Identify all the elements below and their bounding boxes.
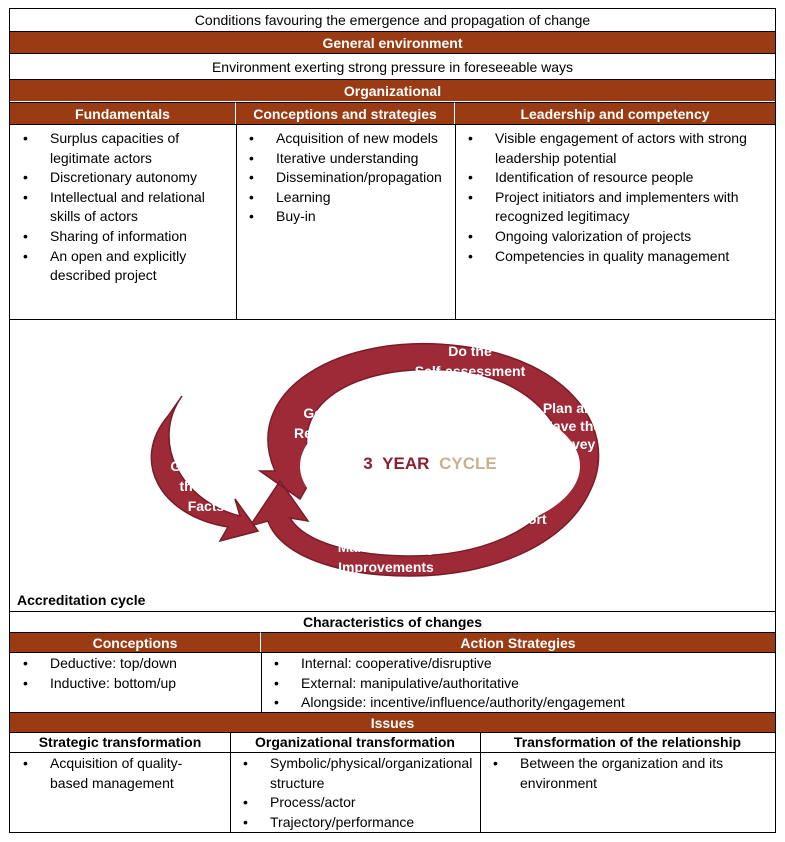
relationship-transformation-label: Transformation of the relationship: [513, 734, 742, 750]
list-item: • Identification of resource people: [495, 168, 767, 188]
fundamentals-list-cell: [10, 129, 220, 286]
list-item: • Iterative understanding: [276, 149, 451, 169]
environment-text: Environment exerting strong pressure in foreseeable ways: [211, 58, 574, 75]
conceptions-list: [236, 129, 451, 227]
general-environment-header: General environment: [322, 34, 463, 51]
list-item: • Internal: cooperative/disruptive: [301, 654, 771, 674]
conceptions-strategies-header-label: Conceptions and strategies: [253, 105, 437, 122]
strategies-items-cell: [261, 654, 771, 713]
relationship-items-cell: [480, 754, 755, 793]
cycle-year: YEAR: [382, 454, 430, 473]
stage-improve-2: Improvements: [338, 559, 434, 575]
conceptions-strategies-header: [236, 102, 455, 124]
strategies-items: [261, 654, 771, 713]
conceptions-list-cell: [236, 129, 451, 227]
environment-row: [10, 53, 775, 79]
list-item: • Dissemination/propagation: [276, 168, 451, 188]
list-item: • Inductive: bottom/up: [50, 674, 255, 694]
list-item: • Acquisition of quality-based management: [50, 754, 210, 793]
list-item: • Intellectual and relational skills of actors: [50, 188, 220, 227]
organizational-items-cell: [230, 754, 475, 832]
list-item: • Trajectory/performance: [270, 813, 475, 833]
cycle-number: 3: [363, 454, 373, 473]
three-year-cycle-label: [363, 454, 496, 473]
conditions-table: [9, 8, 776, 833]
list-item: • Alongside: incentive/influence/authority/engagement: [301, 693, 771, 713]
conditions-title-row: [10, 9, 775, 31]
strategic-transformation-header: [10, 732, 230, 752]
stage-self-assessment-2: Self-assessment: [414, 363, 526, 379]
fundamentals-list: [10, 129, 220, 286]
stage-plan-2: Have the: [542, 418, 602, 434]
characteristics-title: Characteristics of changes: [303, 614, 482, 630]
stage-plan-1: Plan and: [542, 400, 602, 416]
strategic-items-cell: [10, 754, 210, 793]
list-item: • Surplus capacities of legitimate actors: [50, 129, 220, 168]
fundamentals-header: [10, 102, 236, 124]
issues-title: Issues: [370, 714, 415, 731]
action-strategies-header: [261, 632, 775, 652]
stage-improve-1: Make Ongoing: [337, 539, 435, 555]
list-item: • Discretionary autonomy: [50, 168, 220, 188]
stage-ready-1: Get: [303, 405, 327, 421]
list-item: • Visible engagement of actors with strong leadership potential: [495, 129, 767, 168]
stage-facts-1: Get: [170, 458, 194, 474]
organizational-row: [10, 79, 775, 101]
conceptions-header: [10, 632, 261, 652]
list-item: • Competencies in quality management: [495, 247, 767, 267]
accreditation-cycle-caption: Accreditation cycle: [17, 592, 146, 608]
conditions-title: Conditions favouring the emergence and propagation of change: [194, 12, 591, 28]
relationship-transformation-header: [480, 732, 775, 752]
list-item: • Buy-in: [276, 207, 451, 227]
list-item: • Between the organization and its environment: [520, 754, 755, 793]
list-item: • An open and explicitly described project: [50, 247, 220, 286]
get-facts-arrow: [151, 396, 258, 541]
organizational-header: Organizational: [343, 82, 442, 99]
list-item: • Deductive: top/down: [50, 654, 255, 674]
list-item: • Sharing of information: [50, 227, 220, 247]
strategic-transformation-label: Strategic transformation: [38, 734, 202, 750]
organizational-transformation-label: Organizational transformation: [255, 734, 455, 750]
fundamentals-header-label: Fundamentals: [75, 105, 170, 122]
organizational-transformation-header: [230, 732, 480, 752]
stage-report-2: Report: [501, 511, 547, 527]
list-item: • External: manipulative/authoritative: [301, 674, 771, 694]
leadership-header-label: Leadership and competency: [520, 105, 710, 122]
list-item: • Ongoing valorization of projects: [495, 227, 767, 247]
stage-facts-2: the: [179, 478, 201, 494]
stage-plan-3: Survey: [548, 436, 596, 452]
leadership-list: [455, 129, 767, 266]
characteristics-title-row: [10, 611, 775, 632]
relationship-items: [480, 754, 755, 793]
conceptions-items-cell: [10, 654, 255, 693]
list-item: • Learning: [276, 188, 451, 208]
list-item: • Process/actor: [270, 793, 475, 813]
leadership-header: [455, 102, 775, 124]
stage-report-1: Use the: [498, 491, 550, 507]
strategic-items: [10, 754, 210, 793]
leadership-list-cell: [455, 129, 767, 266]
organizational-items: [230, 754, 475, 832]
stage-ready-2: Ready: [293, 425, 337, 441]
general-environment-row: [10, 31, 775, 53]
issues-row: [10, 712, 775, 732]
cycle-word: CYCLE: [439, 454, 497, 473]
list-item: • Acquisition of new models: [276, 129, 451, 149]
stage-self-assessment-1: Do the: [448, 343, 492, 359]
list-item: • Symbolic/physical/organizational structure: [270, 754, 475, 793]
action-strategies-header-label: Action Strategies: [460, 634, 576, 651]
stage-facts-3: Facts: [187, 498, 225, 514]
accreditation-cycle-diagram: [140, 321, 620, 591]
conceptions-items: [10, 654, 255, 693]
list-item: • Project initiators and implementers with recognized legitimacy: [495, 188, 767, 227]
conceptions-header-label: Conceptions: [92, 634, 178, 651]
